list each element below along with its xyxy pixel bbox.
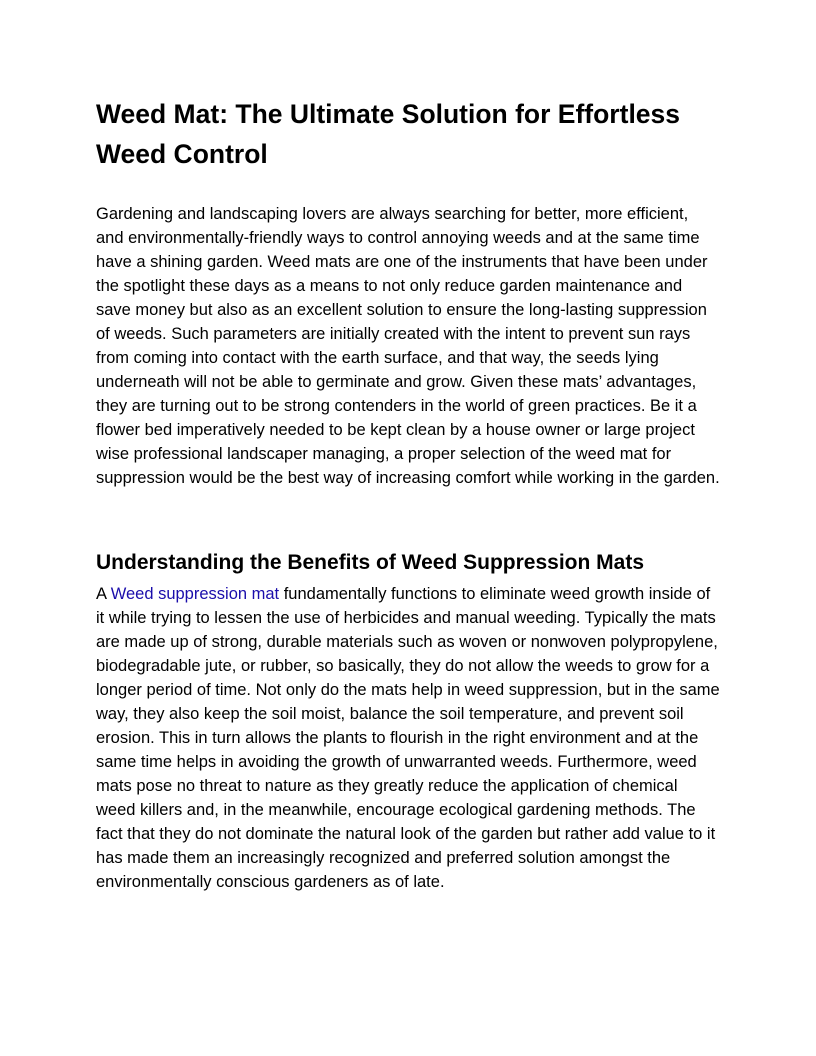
document-title: Weed Mat: The Ultimate Solution for Effortless Weed Control [96, 99, 681, 169]
intro-paragraph: Gardening and landscaping lovers are always searching for better, more efficient, and environmentally-friendly ways to control annoying weeds and at the same time have a shining garden. Weed mats are one of the instruments that have been under the spotlight these days as a means to not only reduce garden maintenance and save money but also as an excellent solution to ensure the long-lasting suppression of weeds. Such parameters are initially created with the intent to prevent sun rays from coming into contact with the earth surface, and that way, the seeds lying underneath will not be able to germinate and grow. Given these mats’ advantages, they are turning out to be strong contenders in the world of green practices. Be it a flower bed imperatively needed to be kept clean by a house owner or large project wise professional landscaper managing, a proper selection of the weed mat for suppression would be the best way of increasing comfort while working in the garden. [96, 205, 720, 487]
weed-suppression-mat-link[interactable]: Weed suppression mat [110, 585, 280, 603]
section-paragraph-rest: fundamentally functions to eliminate weed growth inside of it while trying to lessen the use of herbicides and manual weeding. Typically the mats are made up of strong, durable materials such as woven or nonwoven polypropylene, biodegradable jute, or rubber, so basically, they do not allow the weeds to grow for a longer period of time. Not only do the mats help in weed suppression, but in the same way, they also keep the soil moist, balance the soil temperature, and prevent soil erosion. This in turn allows the plants to flourish in the right environment and at the same time helps in avoiding the growth of unwarranted weeds. Furthermore, weed mats pose no threat to nature as they greatly reduce the application of chemical weed killers and, in the meanwhile, encourage ecological gardening methods. The fact that they do not dominate the natural look of the garden but rather add value to it has made them an increasingly recognized and preferred solution amongst the environmentally conscious gardeners as of late. [96, 585, 720, 891]
section-heading: Understanding the Benefits of Weed Suppression Mats [96, 551, 645, 574]
section-paragraph [96, 582, 720, 894]
section-paragraph-lead: A [96, 585, 111, 603]
document-page [96, 94, 720, 894]
